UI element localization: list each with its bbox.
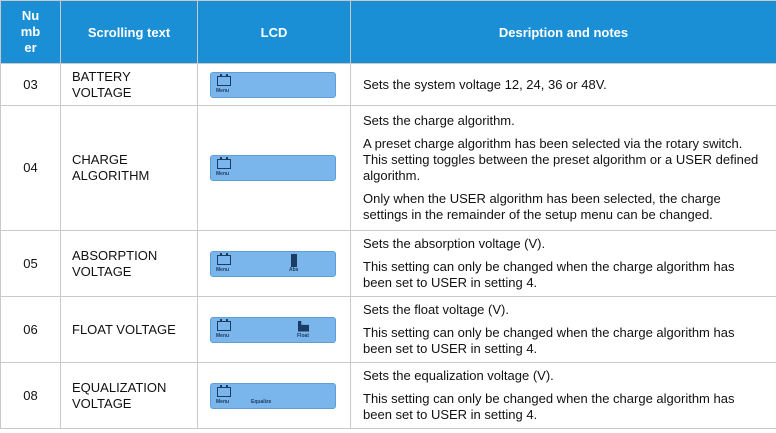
- header-row: [1, 1, 776, 64]
- row-lcd: [198, 297, 351, 363]
- row-scrolling-text: [61, 231, 198, 297]
- lcd-display: [210, 251, 336, 277]
- lcd-mode-label: Abs: [289, 266, 299, 273]
- table-row: [1, 231, 776, 297]
- note-paragraph: This setting can only be changed when the charge algorithm has been set to USER in setting 4.: [363, 259, 735, 290]
- battery-icon: [217, 255, 231, 265]
- header-number-line: mb: [20, 24, 41, 39]
- lcd-display: [210, 155, 336, 181]
- battery-icon: [217, 387, 231, 397]
- row-number: 05: [1, 231, 61, 297]
- row-scrolling-text: [61, 106, 198, 231]
- row-lcd: [198, 64, 351, 106]
- table-row: [1, 106, 776, 231]
- lcd-menu-label: Menu: [216, 332, 230, 339]
- scroll-line: EQUALIZATION: [72, 379, 167, 395]
- float-bar-icon: [298, 321, 309, 332]
- note-paragraph: Sets the equalization voltage (V).: [363, 368, 554, 383]
- row-lcd: [198, 106, 351, 231]
- scroll-line: ABSORPTION: [72, 247, 158, 263]
- row-number: 06: [1, 297, 61, 363]
- battery-icon: [217, 321, 231, 331]
- row-notes: [351, 64, 776, 106]
- row-notes: [351, 297, 776, 363]
- row-notes: [351, 106, 776, 231]
- header-number-line: er: [24, 40, 37, 55]
- row-lcd: [198, 231, 351, 297]
- table-row: [1, 363, 776, 429]
- row-number: 08: [1, 363, 61, 429]
- note-paragraph: This setting can only be changed when the charge algorithm has been set to USER in setting 4.: [363, 391, 735, 422]
- scroll-line: FLOAT VOLTAGE: [72, 321, 176, 337]
- note-paragraph: Sets the charge algorithm.: [363, 113, 515, 128]
- table-row: [1, 297, 776, 363]
- scroll-line: VOLTAGE: [72, 395, 132, 411]
- note-paragraph: Only when the USER algorithm has been selected, the charge settings in the remainder of the setup menu can be changed.: [363, 191, 721, 222]
- scroll-line: CHARGE: [72, 152, 128, 167]
- scroll-line: BATTERY: [72, 68, 131, 84]
- scroll-line: ALGORITHM: [72, 168, 150, 183]
- note-paragraph: A preset charge algorithm has been selected via the rotary switch. This setting toggles between the preset algorithm or a USER defined algorithm.: [363, 136, 759, 183]
- table-row: [1, 64, 776, 106]
- lcd-menu-label: Menu: [216, 87, 230, 94]
- note-paragraph: Sets the system voltage 12, 24, 36 or 48V.: [363, 76, 607, 92]
- lcd-menu-label: Menu: [216, 171, 230, 177]
- lcd-display: [210, 383, 336, 409]
- note-paragraph: Sets the absorption voltage (V).: [363, 236, 546, 251]
- lcd-mode-label: Float: [297, 332, 309, 339]
- header-number: [1, 1, 61, 64]
- lcd-display: [210, 72, 336, 98]
- row-scrolling-text: [61, 64, 198, 106]
- note-paragraph: This setting can only be changed when the charge algorithm has been set to USER in setting 4.: [363, 325, 735, 356]
- row-scrolling-text: [61, 363, 198, 429]
- scroll-line: VOLTAGE: [72, 84, 132, 100]
- battery-icon: [217, 159, 231, 169]
- lcd-display: [210, 317, 336, 343]
- battery-icon: [217, 76, 231, 86]
- header-number-line: Nu: [21, 8, 40, 23]
- lcd-mode-label: Equalize: [251, 398, 272, 405]
- note-paragraph: Sets the float voltage (V).: [363, 302, 509, 317]
- row-number: 03: [1, 64, 61, 106]
- row-notes: [351, 363, 776, 429]
- row-lcd: [198, 363, 351, 429]
- lcd-menu-label: Menu: [216, 266, 230, 273]
- row-notes: [351, 231, 776, 297]
- row-scrolling-text: [61, 297, 198, 363]
- lcd-menu-label: Menu: [216, 398, 230, 405]
- header-notes: Desription and notes: [351, 1, 776, 64]
- scroll-line: VOLTAGE: [72, 263, 132, 279]
- header-lcd: LCD: [198, 1, 351, 64]
- row-number: 04: [1, 106, 61, 231]
- absorption-bar-icon: [291, 254, 297, 267]
- header-scrolling-text: Scrolling text: [61, 1, 198, 64]
